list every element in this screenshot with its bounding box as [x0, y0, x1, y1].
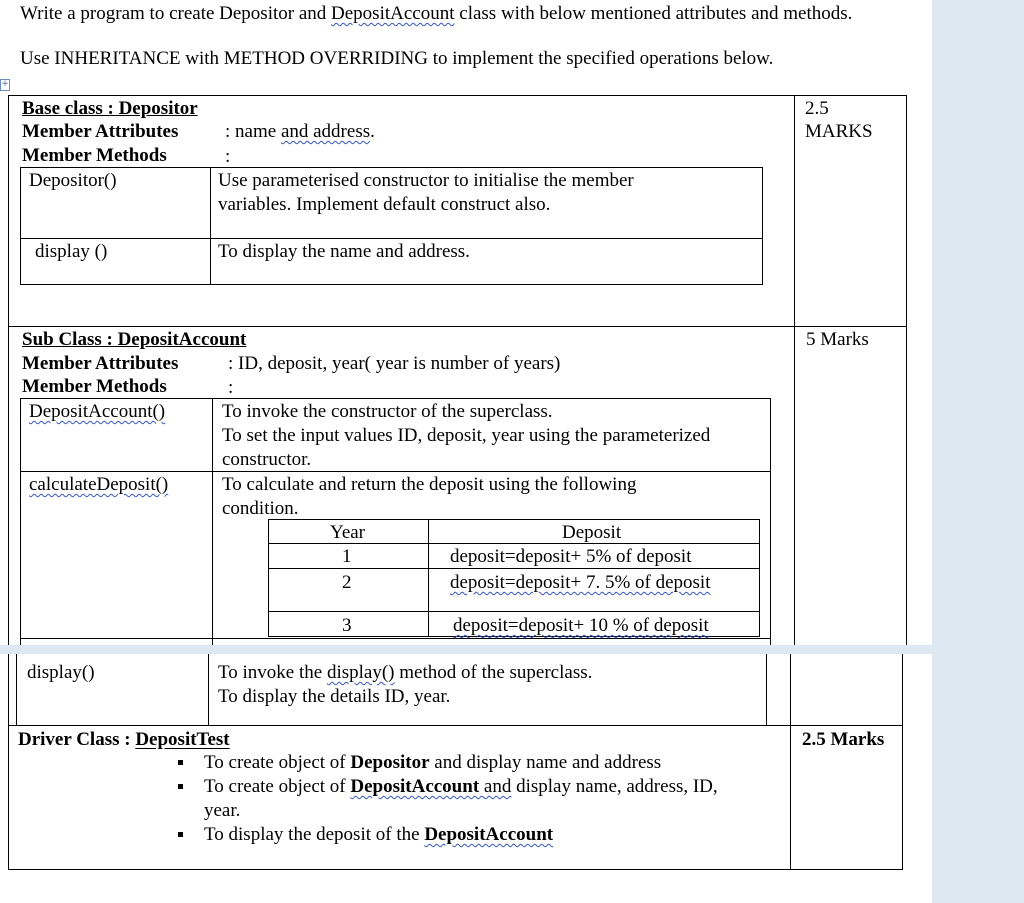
outer-left-border-lower — [8, 654, 9, 870]
calc-desc-2: condition. — [222, 498, 299, 519]
driver-class-name: DepositTest — [135, 729, 230, 750]
sub-class-title: Sub Class : DepositAccount — [22, 329, 247, 350]
sub-display-left-border — [16, 654, 17, 726]
bullet-icon — [178, 784, 183, 789]
condition-deposit-3: deposit=deposit+ 10 % of deposit — [453, 615, 709, 636]
sub-display-right-border — [766, 654, 767, 726]
condition-header-deposit: Deposit — [562, 522, 622, 543]
sub-methods-colon: : — [228, 377, 234, 398]
method-depositor: Depositor() — [29, 170, 117, 191]
outer-left-border — [8, 95, 9, 645]
condition-row-divider-2 — [268, 611, 760, 612]
intro-text-b: class with below mentioned attributes and methods. — [454, 3, 853, 24]
base-attr-value — [225, 120, 375, 143]
right-margin-panel — [932, 0, 1024, 903]
outer-table-bottom-border — [8, 869, 903, 870]
method-display: display () — [35, 241, 108, 262]
condition-year-1: 1 — [342, 546, 352, 567]
outer-right-border — [906, 95, 907, 645]
driver-bullet-2-cont: year. — [204, 800, 241, 821]
base-marks-line1: 2.5 — [805, 98, 829, 119]
base-attr-address: and address — [280, 121, 371, 142]
sub-methods-row-divider — [20, 471, 771, 472]
driver-title-label: Driver Class : — [18, 729, 136, 750]
method-deposit-account: DepositAccount() — [29, 401, 166, 422]
outer-table-top-border — [8, 95, 906, 96]
sub-display-desc-2: To display the details ID, year. — [218, 686, 451, 707]
condition-year-2: 2 — [342, 572, 352, 593]
sub-display-col-divider — [208, 654, 209, 726]
sub-marks: 5 Marks — [806, 329, 869, 350]
method-depositor-desc-2: variables. Implement default construct also. — [218, 194, 551, 215]
method-display-desc: To display the name and address. — [218, 241, 470, 262]
condition-row-divider-1 — [268, 568, 760, 569]
condition-deposit-1: deposit=deposit+ 5% of deposit — [450, 546, 692, 567]
sub-display-desc-1 — [218, 661, 592, 684]
base-attr-period: . — [370, 121, 375, 142]
sub-display-desc-1-b: method of the superclass. — [394, 662, 593, 683]
calc-desc-1: To calculate and return the deposit using the following — [222, 474, 637, 495]
page-break-gap — [0, 645, 932, 654]
driver-b2-b: display name, address, ID, — [511, 776, 718, 797]
marks-column-divider-lower — [790, 654, 791, 870]
sub-display-desc-1-method: display() — [326, 662, 395, 683]
driver-b2-a: To create object of — [204, 776, 351, 797]
condition-col-divider — [428, 519, 429, 637]
driver-b1-b: and display name and address — [429, 752, 662, 773]
intro-class-name: DepositAccount — [331, 3, 455, 24]
base-attr-label: Member Attributes — [22, 121, 179, 142]
base-sub-divider — [8, 326, 906, 327]
driver-b3-bold: DepositAccount — [424, 824, 554, 845]
base-methods-colon: : — [225, 146, 231, 167]
bullet-icon — [178, 760, 183, 765]
sub-methods-right-border — [770, 398, 771, 645]
ctor-desc-3: constructor. — [222, 449, 312, 470]
bullet-icon — [178, 832, 183, 837]
marks-column-divider — [794, 95, 795, 645]
sub-methods-table-top — [20, 398, 771, 399]
sub-display-desc-1-a: To invoke the — [218, 662, 327, 683]
sub-methods-col-divider — [212, 398, 213, 645]
base-methods-row-divider — [20, 238, 763, 239]
driver-b1-a: To create object of — [204, 752, 351, 773]
sub-methods-label: Member Methods — [22, 376, 167, 397]
sub-methods-row-divider-2 — [20, 638, 771, 639]
driver-class-title — [18, 728, 230, 751]
ctor-desc-1: To invoke the constructor of the superclass. — [222, 401, 553, 422]
driver-b2-and: and — [483, 776, 512, 797]
intro-line-2: Use INHERITANCE with METHOD OVERRIDING to implement the specified operations below. — [20, 48, 774, 69]
intro-text-a: Write a program to create Depositor and — [20, 3, 332, 24]
method-calculate-deposit: calculateDeposit() — [29, 474, 169, 495]
base-methods-label: Member Methods — [22, 145, 167, 166]
sub-attr-label: Member Attributes — [22, 353, 179, 374]
driver-bullet-2 — [204, 775, 718, 798]
sub-attr-value: : ID, deposit, year( year is number of years) — [228, 353, 561, 374]
base-methods-col-divider — [210, 167, 211, 285]
driver-b2-bold: DepositAccount — [350, 776, 484, 797]
base-class-title: Base class : Depositor — [22, 98, 198, 119]
sub-driver-divider — [8, 725, 903, 726]
base-attr-name: : name — [225, 121, 281, 142]
driver-b3-a: To display the deposit of the — [204, 824, 425, 845]
condition-header-year: Year — [330, 522, 366, 543]
intro-line-1 — [20, 3, 852, 25]
driver-bullet-3 — [204, 823, 553, 846]
method-depositor-desc-1: Use parameterised constructor to initialise the member — [218, 170, 634, 191]
condition-deposit-2: deposit=deposit+ 7. 5% of deposit — [450, 572, 711, 593]
ctor-desc-2: To set the input values ID, deposit, year using the parameterized — [222, 425, 711, 446]
outer-right-border-lower — [902, 654, 903, 870]
condition-year-3: 3 — [342, 615, 352, 636]
driver-b1-bold: Depositor — [350, 752, 430, 773]
method-sub-display: display() — [27, 662, 95, 683]
base-marks-line2: MARKS — [805, 121, 873, 142]
table-move-handle-icon[interactable]: + — [1, 79, 9, 89]
driver-bullet-1 — [204, 751, 661, 774]
sub-methods-left-border — [20, 398, 21, 645]
driver-marks: 2.5 Marks — [802, 729, 885, 750]
